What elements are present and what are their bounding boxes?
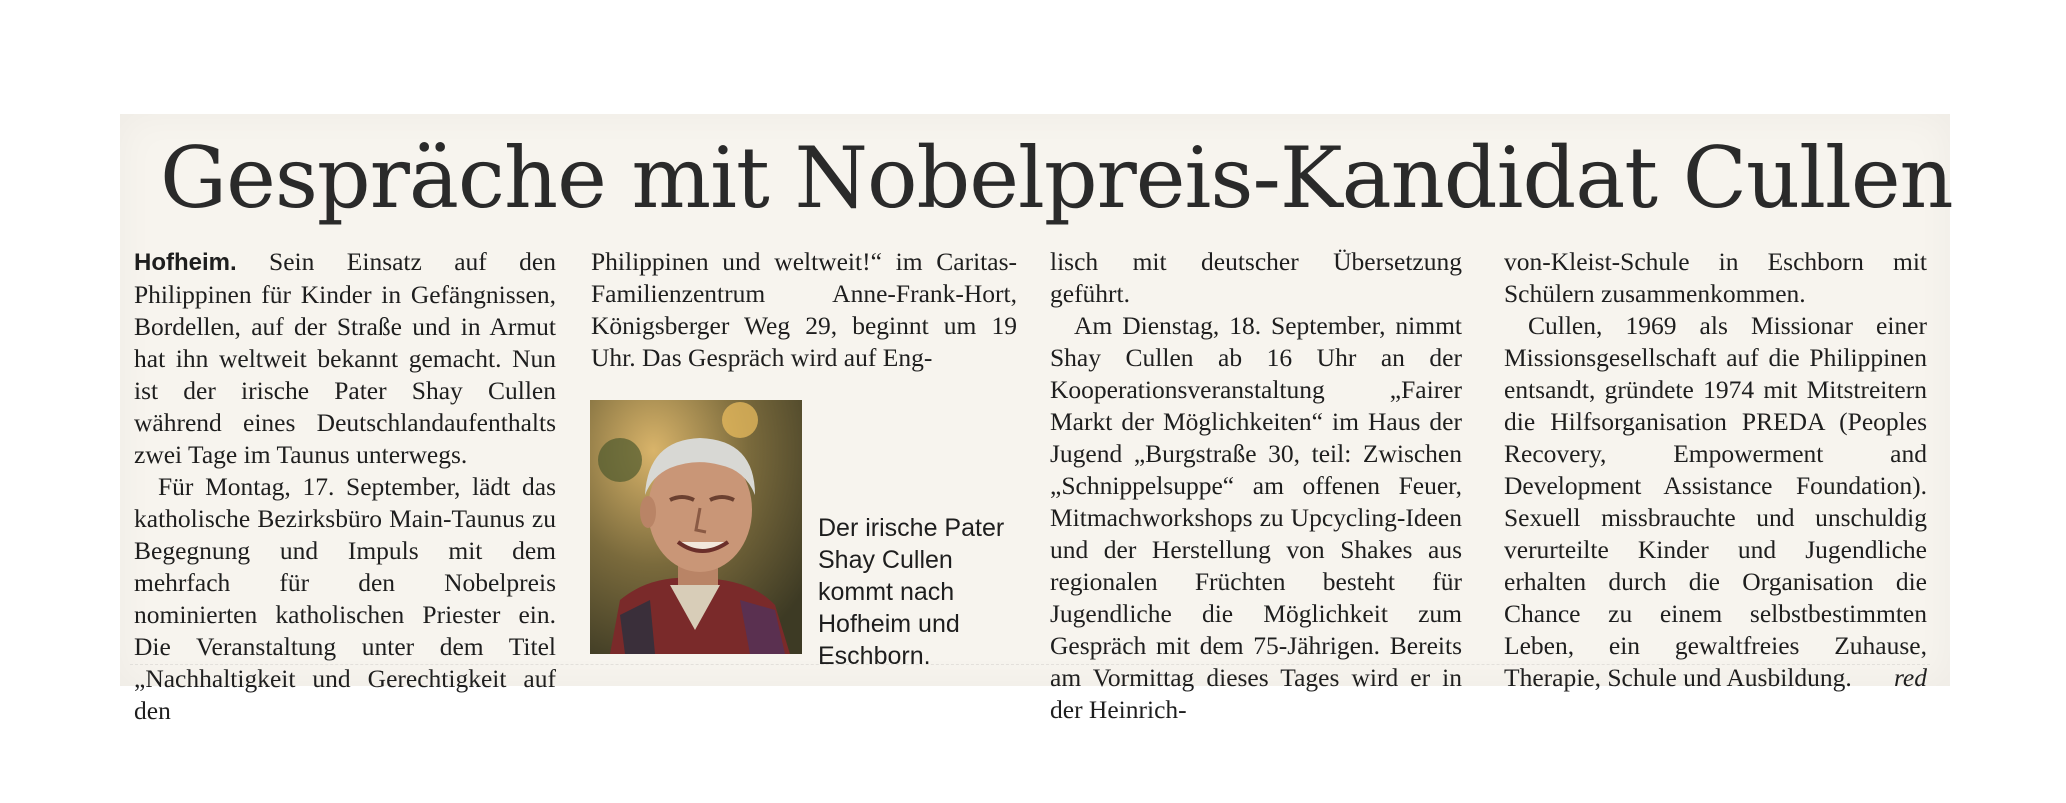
paragraph-translation: lisch mit deutscher Übersetzung geführt. xyxy=(1050,247,1462,308)
article-column-3 xyxy=(1050,246,1462,726)
dateline: Hofheim. xyxy=(134,249,237,276)
clipping-bottom-edge xyxy=(130,664,1930,681)
photo-caption: Der irische Pater Shay Cullen kommt nach Hofheim und Eschborn. xyxy=(818,514,1005,670)
paragraph-intro xyxy=(134,246,556,471)
portrait-illustration xyxy=(590,400,802,654)
article-column-4 xyxy=(1504,246,1927,694)
portrait-photo xyxy=(590,400,802,654)
paragraph-tuesday: Am Dienstag, 18. September, nimmt Shay Cullen ab 16 Uhr an der Kooperationsveranstaltung „Fairer Markt der Möglichkeiten“ im Haus der Jugend „Burgstraße 30, teil: Zwischen „Schnippelsuppe“ am offenen Feuer, Mitmachworkshops zu Upcycling-Ideen und der Herstellung von Shakes aus regionalen Früchten besteht für Jugendliche die Möglichkeit zum Gespräch mit dem 75-Jährigen. Bereits am Vormittag dieses Tages wird er in der Heinrich- xyxy=(1050,311,1462,724)
intro-text: Sein Einsatz auf den Philippinen für Kinder in Gefängnissen, Bordellen, auf der Straße und in Armut hat ihn weltweit bekannt gemacht. Nun ist der irische Pater Shay Cullen während eines Deutschlandaufenthalts zwei Tage im Taunus unterwegs. xyxy=(134,247,556,469)
article-column-2 xyxy=(591,246,1017,374)
article-headline: Gespräche mit Nobelpreis-Kandidat Cullen xyxy=(160,129,1953,227)
paragraph-monday: Für Montag, 17. September, lädt das katholische Bezirksbüro Main-Taunus zu Begegnung und Impuls mit dem mehrfach für den Nobelpreis nominierten katholischen Priester ein. Die Veranstaltung unter dem Titel „Nachhaltigkeit und Gerechtigkeit auf den xyxy=(134,472,556,725)
author-signature: red xyxy=(1893,663,1927,692)
paragraph-biography xyxy=(1504,310,1927,694)
paragraph-school: von-Kleist-Schule in Eschborn mit Schülern zusammenkommen. xyxy=(1504,247,1927,308)
article-column-1 xyxy=(134,246,556,727)
biography-text: Cullen, 1969 als Missionar einer Missionsgesellschaft auf die Philippinen entsandt, gründete 1974 mit Mitstreitern die Hilfsorganisation PREDA (Peoples Recovery, Empowerment and Development Assistance Foundation). Sexuell missbrauchte und unschuldig verurteilte Kinder und Jugendliche erhalten durch die Organisation die Chance zu einem selbstbestimmten Leben, ein gewaltfreies Zuhause, Therapie, Schule und Ausbildung. xyxy=(1504,311,1927,692)
paragraph-venue: Philippinen und weltweit!“ im Caritas-Familienzentrum Anne-Frank-Hort, Königsberger Weg 29, beginnt um 19 Uhr. Das Gespräch wird auf Eng- xyxy=(591,247,1017,372)
